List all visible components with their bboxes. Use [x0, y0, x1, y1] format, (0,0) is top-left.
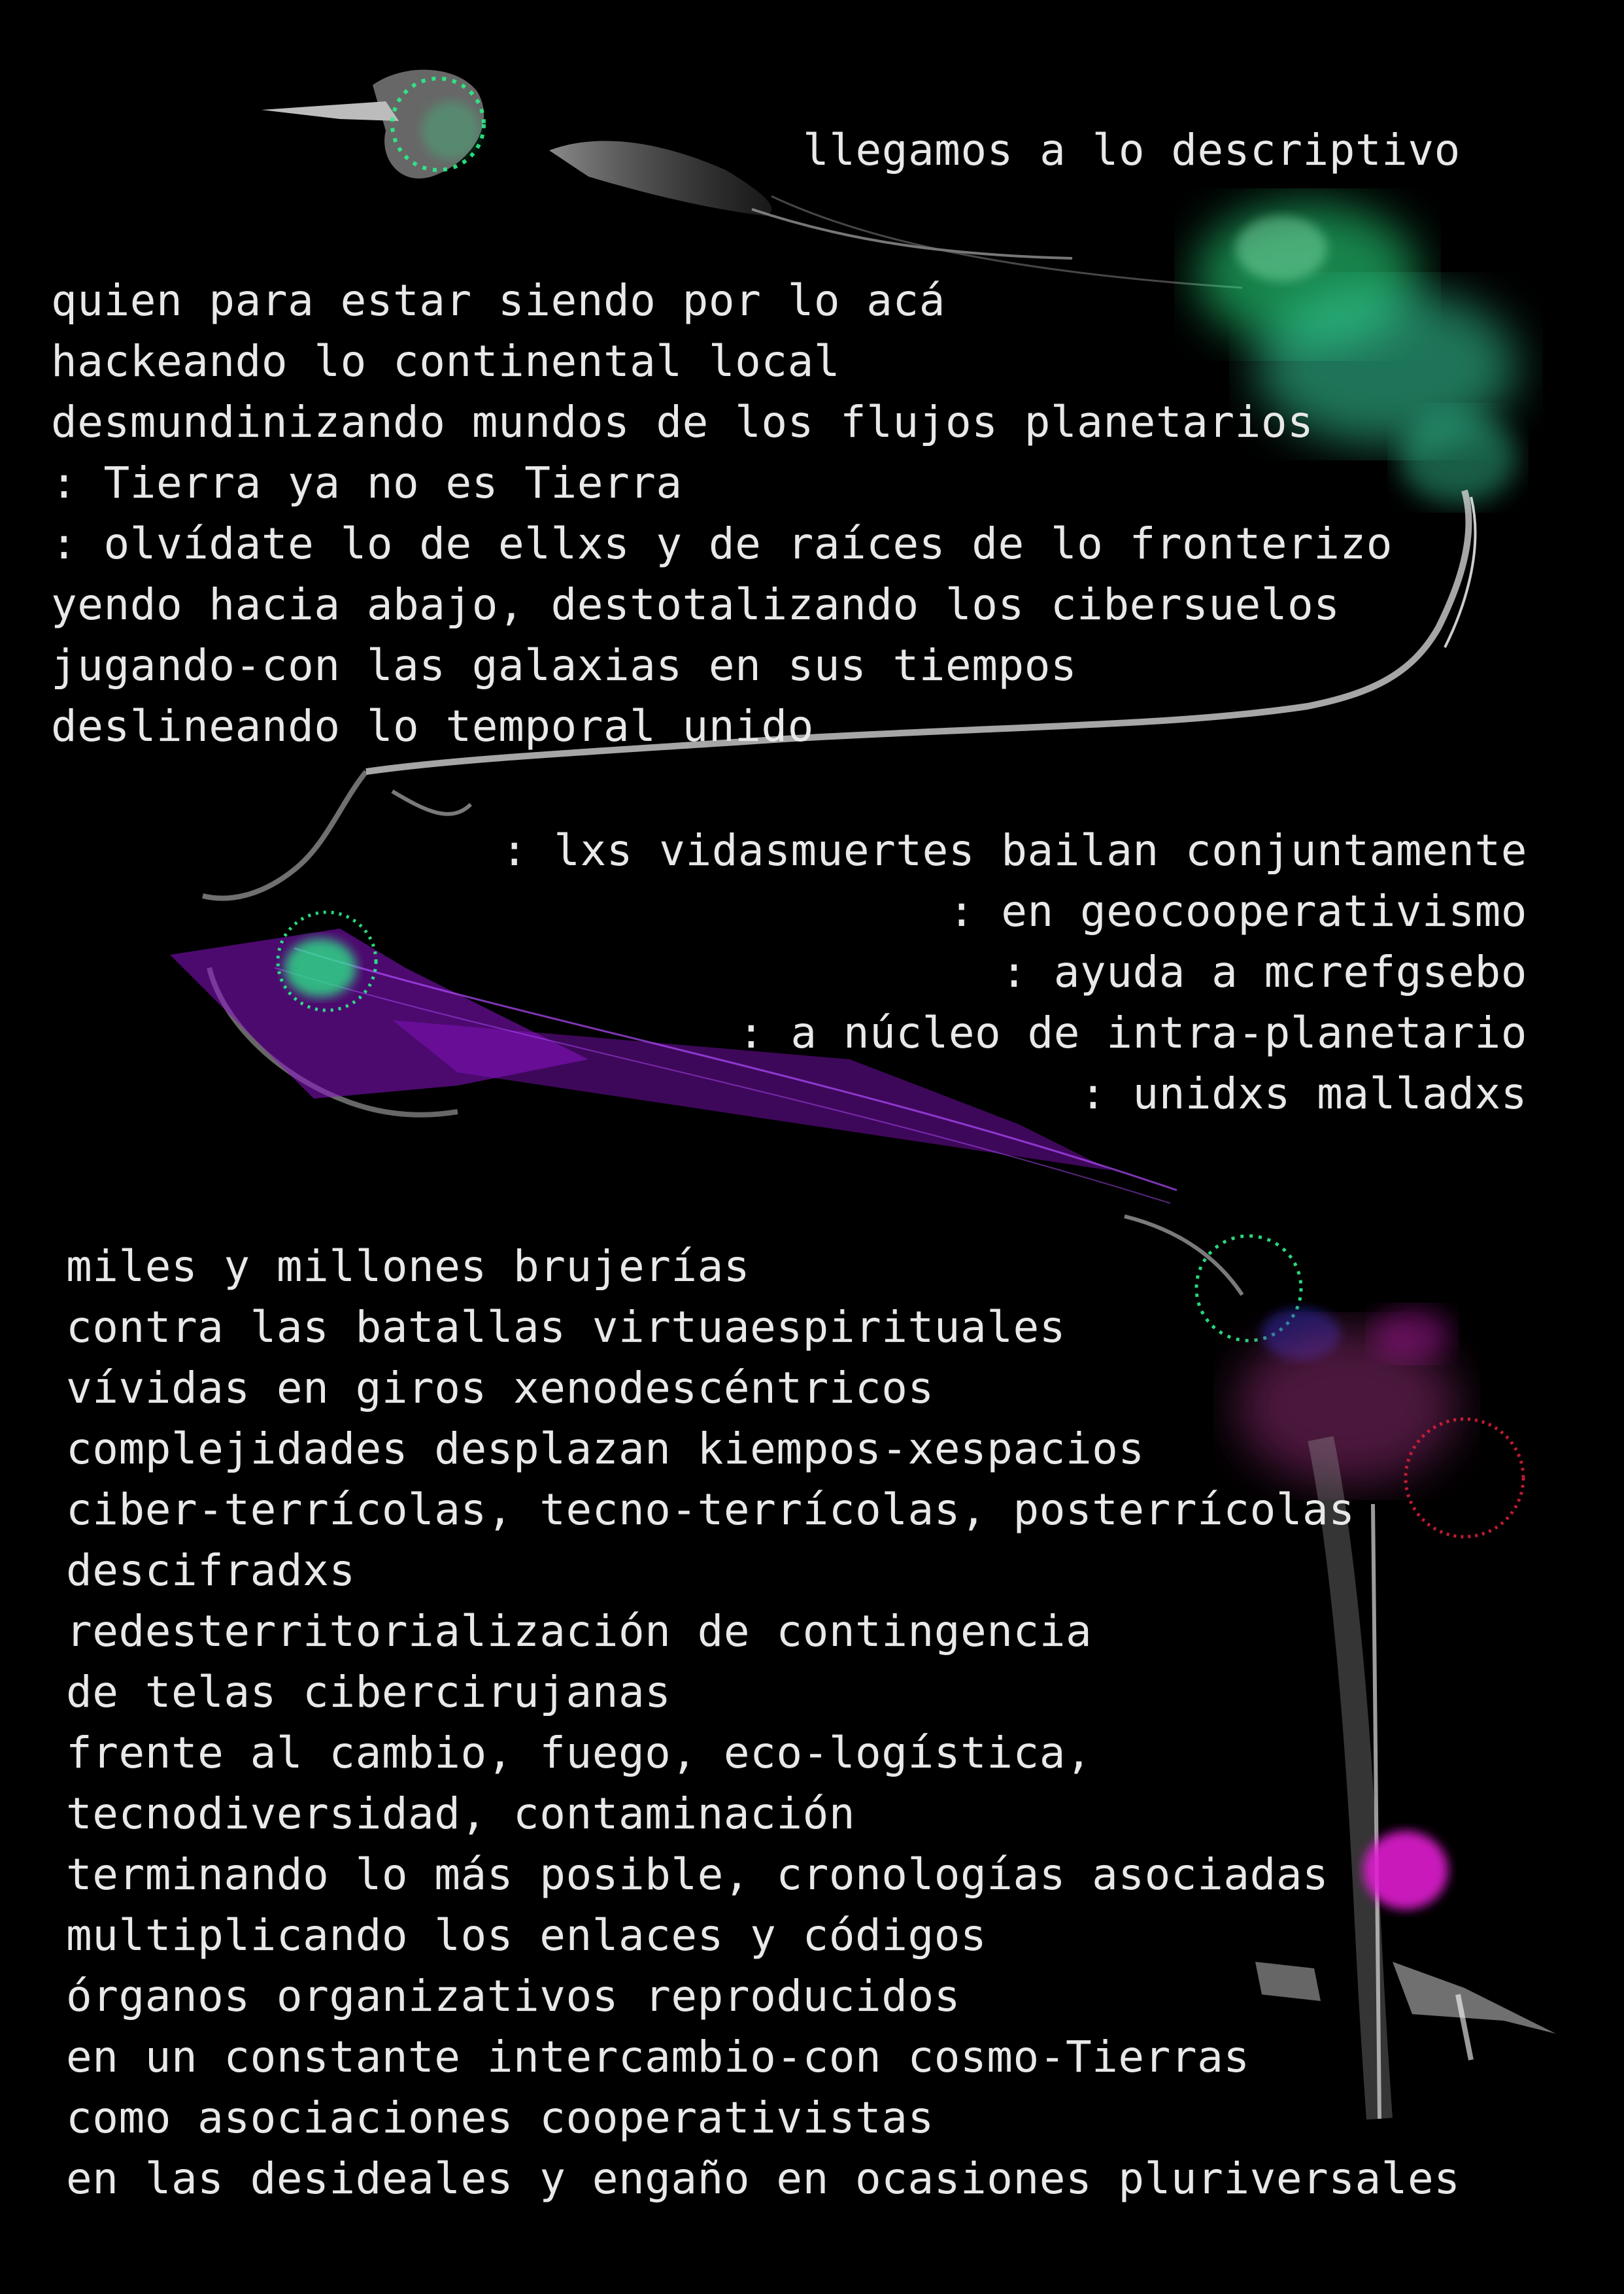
stanza-1-line: desmundinizando mundos de los flujos planetarios	[51, 397, 1314, 447]
stanza-3-line: ciber-terrícolas, tecno-terrícolas, posterrícolas	[66, 1484, 1355, 1535]
poem-title: llegamos a lo descriptivo	[803, 125, 1461, 175]
stanza-2	[501, 820, 1527, 1124]
stanza-3-line: en un constante intercambio-con cosmo-Tierras	[66, 2032, 1250, 2082]
stanza-2-line: : ayuda a mcrefgsebo	[1001, 947, 1527, 997]
stanza-3-line: redesterritorialización de contingencia	[66, 1606, 1092, 1656]
stanza-1-line: : Tierra ya no es Tierra	[51, 458, 683, 508]
stanza-3-line: vívidas en giros xenodescéntricos	[66, 1363, 934, 1413]
stanza-3-line: descifradxs	[66, 1545, 356, 1596]
stanza-3-line: contra las batallas virtuaespirituales	[66, 1302, 1066, 1352]
stanza-3-line: órganos organizativos reproducidos	[66, 1971, 961, 2021]
stanza-1-line: : olvídate lo de ellxs y de raíces de lo fronterizo	[51, 519, 1393, 569]
stanza-3-line: en las desideales y engaño en ocasiones pluriversales	[66, 2153, 1461, 2204]
stanza-3-line: frente al cambio, fuego, eco-logística,	[66, 1728, 1092, 1778]
stanza-1-line: yendo hacia abajo, destotalizando los cibersuelos	[51, 579, 1340, 630]
stanza-3-line: terminando lo más posible, cronologías asociadas	[66, 1849, 1329, 1900]
stanza-2-line: : unidxs malladxs	[1079, 1069, 1527, 1119]
stanza-3-line: multiplicando los enlaces y códigos	[66, 1910, 987, 1960]
stanza-1-line: hackeando lo continental local	[51, 336, 841, 386]
stanza-3-line: de telas cibercirujanas	[66, 1667, 671, 1717]
stanza-2-line: : a núcleo de intra-planetario	[737, 1008, 1527, 1058]
stanza-3-line: miles y millones brujerías	[66, 1241, 751, 1292]
stanza-1	[51, 270, 1393, 757]
stanza-3	[66, 1236, 1460, 2209]
stanza-3-line: complejidades desplazan kiempos-xespacios	[66, 1424, 1145, 1474]
stanza-1-line: jugando-con las galaxias en sus tiempos	[51, 640, 1077, 691]
stanza-2-line: : lxs vidasmuertes bailan conjuntamente	[501, 825, 1527, 876]
stanza-1-line: quien para estar siendo por lo acá	[51, 275, 946, 326]
stanza-3-line: tecnodiversidad, contaminación	[66, 1789, 856, 1839]
stanza-3-line: como asociaciones cooperativistas	[66, 2093, 934, 2143]
stanza-1-line: deslineando lo temporal unido	[51, 701, 814, 751]
stanza-2-line: : en geocooperativismo	[948, 886, 1527, 936]
